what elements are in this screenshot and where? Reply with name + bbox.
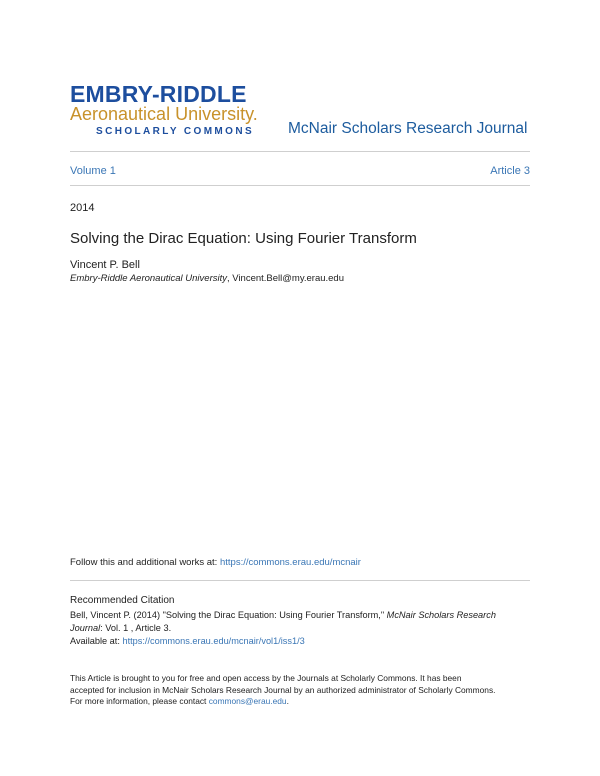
logo-embry-riddle: EMBRY-RIDDLE — [70, 81, 247, 107]
divider-top — [70, 151, 530, 152]
logo-aeronautical-university: Aeronautical University. — [70, 104, 258, 124]
citation-available — [70, 635, 305, 647]
citation-text-1: Bell, Vincent P. (2014) "Solving the Dirac Equation: Using Fourier Transform," — [70, 610, 387, 620]
affiliation-name: Embry-Riddle Aeronautical University — [70, 273, 227, 284]
notice-line-2: accepted for inclusion in McNair Scholars Research Journal by an authorized administrator of Scholarly Commons. — [70, 684, 496, 695]
open-access-notice — [70, 673, 540, 708]
article-title[interactable]: Solving the Dirac Equation: Using Fourier Transform — [70, 230, 417, 247]
citation-line-1 — [70, 609, 540, 621]
available-url[interactable]: https://commons.erau.edu/mcnair/vol1/iss1/3 — [122, 636, 305, 646]
logo-scholarly-commons: SCHOLARLY COMMONS — [96, 126, 255, 137]
notice-prefix: For more information, please contact — [70, 696, 209, 706]
author-affiliation — [70, 273, 344, 285]
affiliation-email: , Vincent.Bell@my.erau.edu — [226, 273, 345, 284]
divider-2 — [70, 185, 530, 186]
citation-journal-2: Journal — [70, 623, 101, 633]
volume-link[interactable]: Volume 1 — [70, 165, 116, 177]
follow-prefix: Follow this and additional works at: — [70, 557, 220, 568]
available-prefix: Available at: — [70, 636, 123, 646]
citation-heading: Recommended Citation — [70, 595, 175, 606]
publication-year: 2014 — [70, 202, 95, 214]
article-link[interactable]: Article 3 — [490, 165, 530, 177]
journal-title[interactable]: McNair Scholars Research Journal — [288, 120, 528, 137]
citation-journal-1: McNair Scholars Research — [386, 610, 496, 620]
follow-line — [70, 557, 361, 569]
notice-line-3 — [70, 696, 540, 708]
author-name: Vincent P. Bell — [70, 259, 140, 271]
contact-email-link[interactable]: commons@erau.edu — [208, 696, 287, 706]
notice-suffix: . — [286, 696, 289, 706]
divider-3 — [70, 580, 530, 581]
citation-line-2 — [70, 622, 171, 634]
notice-line-1: This Article is brought to you for free and open access by the Journals at Scholarly Commons. It has been — [70, 673, 462, 683]
citation-text-2: : Vol. 1 , Article 3. — [100, 623, 172, 633]
follow-url[interactable]: https://commons.erau.edu/mcnair — [219, 557, 361, 568]
